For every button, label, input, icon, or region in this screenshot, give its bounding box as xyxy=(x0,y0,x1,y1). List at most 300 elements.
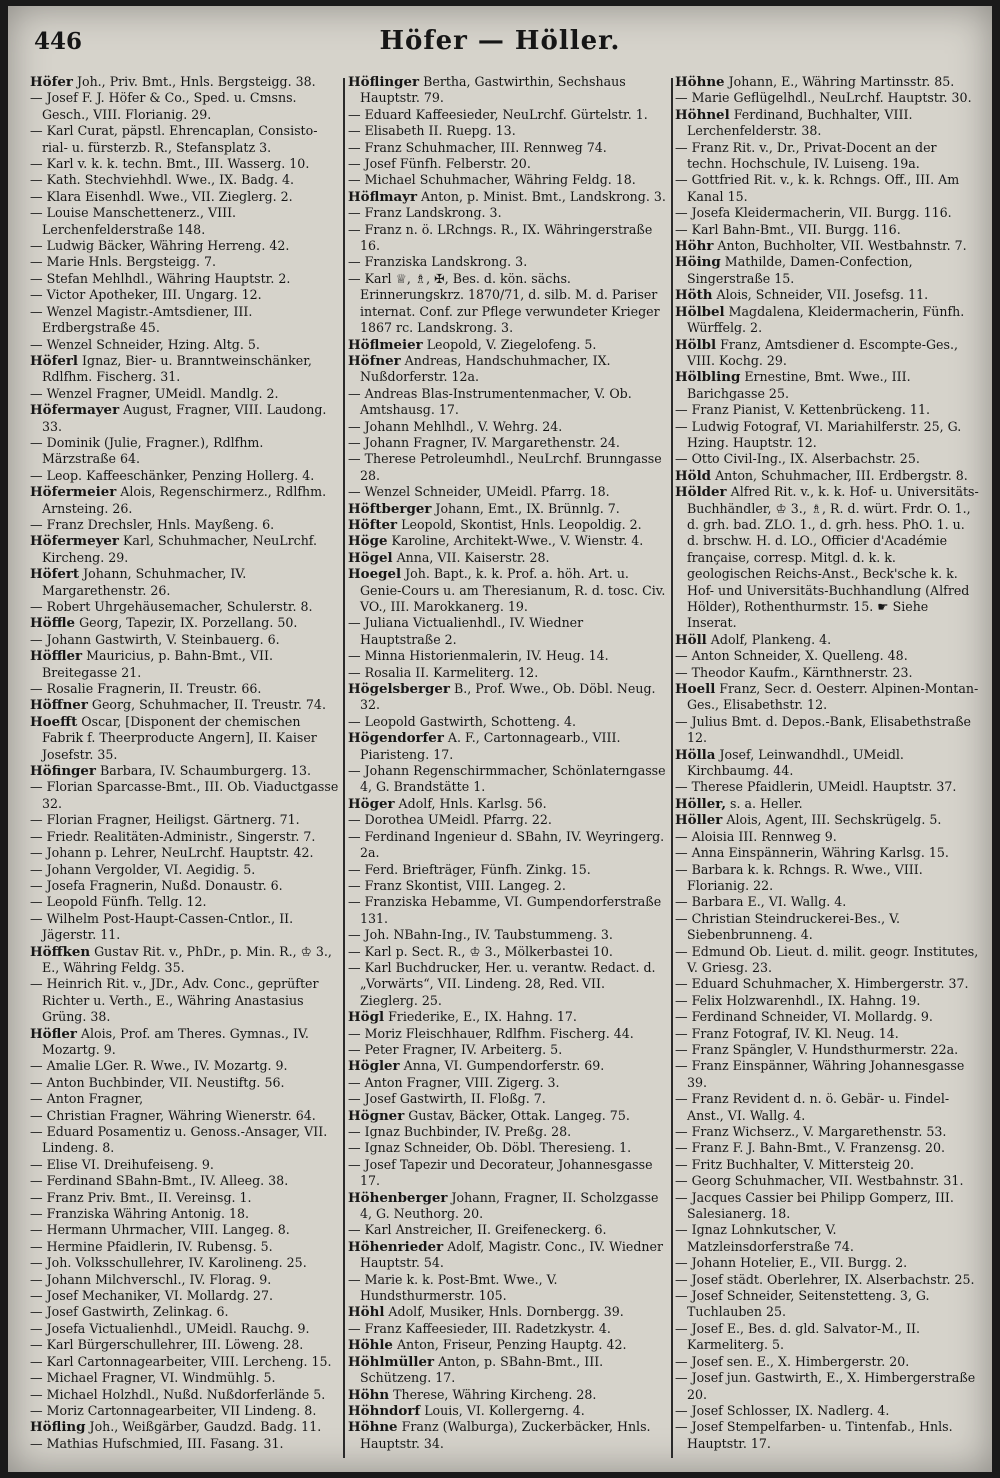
entry-name: Höhnel xyxy=(675,106,730,123)
entry-details: Friederike, E., IX. Hahng. 17. xyxy=(388,1009,577,1025)
entry-details: Schuhmacher, VII. Westbahnstr. 31. xyxy=(734,1173,964,1189)
entry-details: VI. Dreihufeiseng. 9. xyxy=(81,1156,214,1172)
page-header xyxy=(8,24,992,68)
directory-entry xyxy=(30,1026,340,1059)
entry-name: — Ignaz xyxy=(348,1140,400,1156)
entry-details: Holzhdl., Nußd. Nußdorferlände 5. xyxy=(101,1386,326,1402)
entry-details: städt. Oberlehrer, IX. Alserbachstr. 25. xyxy=(726,1271,975,1287)
entry-details: F. J. Bahn-Bmt., V. Franzensg. 20. xyxy=(732,1140,946,1156)
entry-details: August, Fragner, VIII. Laudong. 33. xyxy=(42,402,327,434)
directory-entry xyxy=(348,353,666,386)
entry-details: Mechaniker, VI. Mollardg. 27. xyxy=(81,1288,274,1304)
entry-details: Steindruckerei-Bes., V. Siebenbrunneng. 4. xyxy=(687,910,901,943)
entry-name: Höge xyxy=(348,533,388,550)
directory-entry xyxy=(675,862,980,895)
directory-entry xyxy=(675,747,980,780)
directory-entry xyxy=(675,1124,980,1140)
entry-name: — Florian xyxy=(30,812,93,828)
directory-entry xyxy=(30,697,340,713)
entry-name: — Barbara xyxy=(675,861,744,877)
entry-details: Ignaz, Bier- u. Branntweinschänker, Rdlfhm. Fischerg. 31. xyxy=(42,352,312,385)
entry-name: — Anton xyxy=(30,1074,85,1090)
entry-details: Spängler, V. Hundsthurmerstr. 22a. xyxy=(732,1041,959,1057)
entry-details: II. Ruepg. 13. xyxy=(428,123,516,139)
entry-name: Högel xyxy=(348,549,393,566)
entry-name: Höfermayer xyxy=(30,402,120,419)
entry-details: Andreas, Handschuhmacher, IX. Nußdorferstr. 12a. xyxy=(360,352,611,385)
entry-name: Höfling xyxy=(30,1419,86,1436)
directory-entry xyxy=(30,123,340,156)
directory-entry xyxy=(675,1190,980,1223)
directory-entry xyxy=(30,1436,340,1452)
directory-entry xyxy=(675,812,980,828)
entry-name: — Josef xyxy=(675,1271,723,1287)
entry-details: Fragner, UMeidl. Mandlg. 2. xyxy=(96,385,279,401)
page-title: Höfer — Höller. xyxy=(379,26,621,56)
entry-details: Anton, p. Minist. Bmt., Landskrong. 3. xyxy=(421,188,666,204)
entry-name: — Amalie xyxy=(30,1058,91,1074)
entry-details: Rit. v., Dr., Privat-Docent an der techn. Hochschule, IV. Luiseng. 19a. xyxy=(687,139,937,172)
directory-entry xyxy=(30,1058,340,1074)
directory-entry xyxy=(30,517,340,533)
page-number: 446 xyxy=(34,28,83,55)
entry-details: E., X. Himbergerstr. 20. xyxy=(756,1353,910,1369)
entry-name: — Peter xyxy=(348,1041,399,1057)
entry-details: Johann, E., Währing Martinsstr. 85. xyxy=(728,74,955,89)
entry-name: — Stefan xyxy=(30,270,89,286)
entry-name: — Christian xyxy=(30,1107,106,1123)
directory-entry xyxy=(348,271,666,337)
directory-entry xyxy=(30,1124,340,1157)
entry-details: Regenschirmmacher, Schönlaterngasse 4, G. Brandstätte 1. xyxy=(360,763,666,795)
entry-details: Therese, Währing Kircheng. 28. xyxy=(393,1386,597,1402)
entry-details: Priv. Bmt., II. Vereinsg. 1. xyxy=(87,1189,252,1205)
directory-entry xyxy=(30,1222,340,1238)
entry-details: Bmt. d. Depos.-Bank, Elisabethstraße 12. xyxy=(687,713,971,746)
entry-details: Georg, Tapezir, IX. Porzellang. 50. xyxy=(79,615,298,631)
entry-details: p. Sect. R., ♔ 3., Mölkerbastei 10. xyxy=(395,943,613,959)
entry-name: — Elisabeth xyxy=(348,123,425,139)
directory-entry xyxy=(348,1042,666,1058)
directory-entry xyxy=(348,1304,666,1320)
entry-details: Karoline, Architekt-Wwe., V. Wienstr. 4. xyxy=(391,533,644,549)
entry-name: Höffle xyxy=(30,615,76,632)
directory-entry xyxy=(30,337,340,353)
entry-name: Höhl xyxy=(348,1304,385,1321)
entry-details: Anton, Friseur, Penzing Hauptg. 42. xyxy=(396,1337,627,1353)
entry-name: — Hermine xyxy=(30,1238,103,1254)
entry-name: — Franz xyxy=(675,402,729,418)
entry-name: — Josefa xyxy=(30,877,86,893)
entry-name: — Josef xyxy=(675,1402,723,1418)
directory-entry xyxy=(675,1255,980,1271)
directory-entry xyxy=(675,1288,980,1321)
entry-details: Alfred Rit. v., k. k. Hof- u. Universitäts-Buchhändler, ♔ 3., ♗, R. d. würt. Frdr. O. 1., d. grh. bad. ZLO. 1., d. grh. hess. PhO. 1. u. d. brschw. H. d. LO., Officier d'Académie française, corresp. Mitgl. d. k. k. geologischen Reichs-Anst., Beck'sche k. k. Hof- und Universitäts-Buchhandlung (Alfred Hölder), Rothenthurmstr. 15. ☛ Siehe Inserat. xyxy=(687,484,979,631)
directory-entry xyxy=(348,1157,666,1190)
entry-name: Höld xyxy=(675,467,712,484)
directory-entry xyxy=(348,1419,666,1452)
directory-entry xyxy=(30,1157,340,1173)
entry-name: — Gottfried xyxy=(675,172,750,188)
entry-details: Uhrmacher, VIII. Langeg. 8. xyxy=(110,1222,290,1238)
entry-name: — Josef xyxy=(675,1288,723,1304)
entry-details: Joh., Weißgärber, Gaudzd. Badg. 11. xyxy=(89,1419,322,1435)
entry-details: Fünfh. Felberstr. 20. xyxy=(399,156,531,172)
directory-entry xyxy=(675,1419,980,1452)
entry-name: — Victor xyxy=(30,287,86,303)
directory-entry xyxy=(675,1140,980,1156)
directory-entry xyxy=(348,1009,666,1025)
entry-name: — Florian xyxy=(30,779,93,795)
entry-details: Schuhmacher, Währing Feldg. 18. xyxy=(419,172,636,188)
entry-name: — Josef xyxy=(30,1304,78,1320)
directory-entry xyxy=(30,1403,340,1419)
directory-entry xyxy=(348,1058,666,1074)
directory-entry xyxy=(675,911,980,944)
directory-entry xyxy=(30,1272,340,1288)
entry-name: Höflmeier xyxy=(348,336,423,353)
entry-name: — Eduard xyxy=(675,976,739,992)
entry-details: Geflügelhdl., NeuLrchf. Hauptstr. 30. xyxy=(733,90,972,106)
directory-entry xyxy=(30,435,340,468)
directory-entry xyxy=(348,1222,666,1238)
directory-entry xyxy=(348,1190,666,1223)
entry-name: — Karl xyxy=(30,1353,74,1369)
directory-entry xyxy=(675,1272,980,1288)
entry-name: — Johann xyxy=(30,1271,92,1287)
entry-details: E., VI. Wallg. 4. xyxy=(747,894,847,910)
directory-entry xyxy=(30,632,340,648)
entry-name: — Johann xyxy=(30,861,92,877)
entry-details: Alois, Agent, III. Sechskrügelg. 5. xyxy=(726,812,942,828)
entry-name: — Josef xyxy=(348,1091,396,1107)
entry-details: Milchverschl., IV. Florag. 9. xyxy=(95,1271,272,1287)
directory-entry xyxy=(348,451,666,484)
entry-name: Höfer xyxy=(30,74,73,90)
entry-name: — Wenzel xyxy=(30,385,93,401)
entry-details: Kaffeesieder, III. Radetzkystr. 4. xyxy=(405,1320,611,1336)
entry-name: — Felix xyxy=(675,992,723,1008)
entry-name: — Franziska xyxy=(348,254,428,270)
entry-name: — Marie xyxy=(30,254,85,270)
directory-entry xyxy=(675,1403,980,1419)
directory-entry xyxy=(348,714,666,730)
directory-entry xyxy=(348,960,666,1009)
entry-name: Höing xyxy=(675,254,721,271)
entry-details: Einspänner, Währing Johannesgasse 39. xyxy=(687,1058,965,1090)
entry-details: Fragner, IV. Margarethenstr. 24. xyxy=(413,434,620,450)
entry-details: k. k. Post-Bmt. Wwe., V. Hundsthurmerstr. 105. xyxy=(360,1271,558,1304)
directory-entry xyxy=(30,812,340,828)
entry-name: — Friedr. xyxy=(30,828,90,844)
entry-name: — Ignaz xyxy=(675,1222,727,1238)
entry-details: Gastwirth, Schotteng. 4. xyxy=(419,713,576,729)
entry-details: Hnls. Bergsteigg. 7. xyxy=(88,254,217,270)
entry-details: Schneider, Ob. Döbl. Theresieng. 1. xyxy=(403,1140,632,1156)
entry-name: — Anton xyxy=(675,648,730,664)
directory-entry xyxy=(675,74,980,90)
entry-name: Höhne xyxy=(675,74,725,90)
directory-entry xyxy=(348,665,666,681)
entry-name: — Edmund xyxy=(675,943,746,959)
entry-details: Alois, Prof. am Theres. Gymnas., IV. Mozartg. 9. xyxy=(42,1025,309,1057)
directory-entry xyxy=(675,419,980,452)
columns-container xyxy=(30,74,980,1466)
directory-entry xyxy=(348,533,666,549)
entry-name: — Georg xyxy=(675,1173,731,1189)
entry-details: Buchhalter, V. Mittersteig 20. xyxy=(726,1156,914,1172)
directory-entry xyxy=(348,172,666,188)
entry-details: Kleidermacherin, VII. Burgg. 116. xyxy=(734,205,952,221)
directory-entry xyxy=(348,878,666,894)
entry-name: — Franz xyxy=(675,1041,729,1057)
entry-name: — Franz xyxy=(348,877,402,893)
entry-name: Höfter xyxy=(348,516,398,533)
entry-details: Fotograf, IV. Kl. Neug. 14. xyxy=(732,1025,899,1041)
entry-name: — Johann xyxy=(675,1255,737,1271)
entry-name: — Josefa xyxy=(675,205,731,221)
entry-name: — Johann xyxy=(348,763,410,779)
entry-name: — Leopold xyxy=(348,713,416,729)
directory-entry xyxy=(348,763,666,796)
directory-entry xyxy=(348,566,666,615)
entry-name: Höfler xyxy=(30,1025,77,1042)
entry-details: Adolf, Musiker, Hnls. Dornbergg. 39. xyxy=(388,1304,624,1320)
entry-details: Bahn-Bmt., VII. Burgg. 116. xyxy=(722,221,901,237)
entry-details: Joh. Bapt., k. k. Prof. a. höh. Art. u. Genie-Cours u. am Theresianum, R. d. tosc. Civ. VO., III. Marokkanerg. 19. xyxy=(360,566,666,614)
entry-name: Höhenberger xyxy=(348,1189,448,1206)
directory-entry xyxy=(30,1255,340,1271)
entry-name: — Ferd. xyxy=(348,861,399,877)
directory-entry xyxy=(675,681,980,714)
entry-name: Höhle xyxy=(348,1337,393,1354)
entry-name: — Johann xyxy=(30,631,92,647)
directory-entry xyxy=(348,1354,666,1387)
directory-entry xyxy=(348,1124,666,1140)
entry-name: Högl xyxy=(348,1009,385,1026)
entry-name: — Jacques xyxy=(675,1189,742,1205)
entry-name: Högler xyxy=(348,1058,400,1075)
entry-name: — Ferdinand xyxy=(675,1009,758,1025)
directory-entry xyxy=(675,632,980,648)
directory-entry xyxy=(30,271,340,287)
directory-page xyxy=(8,6,992,1472)
entry-name: Höhndorf xyxy=(348,1402,421,1419)
entry-details: Petroleumhdl., NeuLrchf. Brunngasse 28. xyxy=(360,451,662,483)
entry-name: — Elise xyxy=(30,1156,78,1172)
directory-entry xyxy=(348,156,666,172)
entry-name: — Ludwig xyxy=(675,418,740,434)
entry-details: v. k. k. techn. Bmt., III. Wasserg. 10. xyxy=(77,156,310,172)
entry-name: — Ignaz xyxy=(348,1124,400,1139)
directory-entry xyxy=(348,1026,666,1042)
entry-name: — Christian xyxy=(675,910,751,926)
entry-name: Höferl xyxy=(30,352,79,369)
entry-details: Josef, Leinwandhdl., UMeidl. Kirchbaumg. 44. xyxy=(687,746,904,779)
directory-entry xyxy=(30,254,340,270)
entry-name: — Anna xyxy=(675,845,725,861)
entry-details: Skontist, VIII. Langeg. 2. xyxy=(405,877,566,893)
entry-details: Franz, Secr. d. Oesterr. Alpinen-Montan-Ges., Elisabethstr. 12. xyxy=(687,681,979,713)
directory-entry xyxy=(30,1304,340,1320)
entry-name: — Josef jun. xyxy=(675,1370,751,1386)
entry-name: — Rosalie xyxy=(30,681,94,697)
entry-name: — Wenzel xyxy=(348,484,411,500)
entry-details: Bürgerschullehrer, III. Löweng. 28. xyxy=(77,1337,304,1353)
entry-details: Fragner, VIII. Zigerg. 3. xyxy=(406,1074,560,1090)
directory-entry xyxy=(675,976,980,992)
entry-details: Manschettenerz., VIII. Lerchenfelderstraße 148. xyxy=(42,205,237,237)
directory-entry xyxy=(30,944,340,977)
directory-entry xyxy=(348,1239,666,1272)
entry-details: Briefträger, Fünfh. Zinkg. 15. xyxy=(402,861,591,877)
entry-details: Kaffeeschänker, Penzing Hollerg. 4. xyxy=(86,467,315,483)
entry-name: Hölbl xyxy=(675,336,717,353)
directory-entry xyxy=(675,1354,980,1370)
directory-entry xyxy=(30,1206,340,1222)
entry-details: Gastwirth, Zelinkag. 6. xyxy=(81,1304,229,1320)
entry-name: — Karl xyxy=(30,1337,74,1353)
entry-details: F. J. Höfer & Co., Sped. u. Cmsns. Gesch., VIII. Florianig. 29. xyxy=(42,90,297,122)
entry-details: Apotheker, III. Ungarg. 12. xyxy=(89,287,262,303)
directory-entry xyxy=(30,829,340,845)
entry-name: — Juliana xyxy=(348,615,409,631)
entry-details: Schlosser, IX. Nadlerg. 4. xyxy=(726,1402,890,1418)
entry-details: n. ö. LRchngs. R., IX. Währingerstraße 16. xyxy=(360,221,653,254)
entry-details: Anna, VI. Gumpendorferstr. 69. xyxy=(403,1058,605,1074)
entry-details: Adolf, Hnls. Karlsg. 56. xyxy=(398,795,547,811)
directory-entry xyxy=(675,648,980,664)
directory-entry xyxy=(30,205,340,238)
directory-entry xyxy=(348,1091,666,1107)
directory-entry xyxy=(30,845,340,861)
directory-entry xyxy=(348,550,666,566)
entry-name: — Josefa xyxy=(30,1320,86,1336)
entry-name: — Moriz xyxy=(348,1025,402,1041)
entry-details: Alois, Schneider, VII. Josefsg. 11. xyxy=(716,287,929,303)
directory-entry xyxy=(348,435,666,451)
entry-name: — Josef sen. xyxy=(675,1353,753,1369)
directory-entry xyxy=(348,615,666,648)
directory-entry xyxy=(30,648,340,681)
directory-entry xyxy=(30,779,340,812)
entry-name: — Franz xyxy=(675,1025,729,1041)
column-1 xyxy=(30,74,340,1466)
entry-details: Johann, Fragner, II. Scholzgasse 4, G. Neuthorg. 20. xyxy=(360,1189,659,1222)
entry-name: Höfermeyer xyxy=(30,533,119,550)
entry-details: Gastwirth, V. Steinbauerg. 6. xyxy=(95,631,280,647)
entry-name: Höhenrieder xyxy=(348,1238,444,1255)
entry-name: Hölbling xyxy=(675,369,741,386)
directory-entry xyxy=(675,1222,980,1255)
entry-name: Höfner xyxy=(348,352,401,369)
entry-details: Holzwarenhdl., IX. Hahng. 19. xyxy=(726,992,921,1008)
directory-entry xyxy=(30,74,340,90)
directory-entry xyxy=(30,1108,340,1124)
entry-details: Historienmalerin, IV. Heug. 14. xyxy=(409,648,609,664)
entry-details: Gastwirth, II. Floßg. 7. xyxy=(399,1091,546,1107)
directory-entry xyxy=(675,287,980,303)
directory-entry xyxy=(30,304,340,337)
entry-name: Höffner xyxy=(30,697,88,714)
directory-entry xyxy=(675,205,980,221)
entry-name: Höhne xyxy=(348,1419,398,1436)
entry-details: Ingenieur d. SBahn, IV. Weyringerg. 2a. xyxy=(360,828,665,861)
entry-details: Hufschmied, III. Fasang. 31. xyxy=(102,1435,284,1451)
directory-entry xyxy=(348,74,666,107)
entry-details: SBahn-Bmt., IV. Alleeg. 38. xyxy=(116,1173,289,1189)
entry-name: Höller xyxy=(675,812,723,829)
entry-details: B., Prof. Wwe., Ob. Döbl. Neug. 32. xyxy=(360,681,656,713)
entry-details: Lohnkutscher, V. Matzleinsdorferstraße 74. xyxy=(687,1222,854,1254)
entry-details: Ferdinand, Buchhalter, VIII. Lerchenfelderstr. 38. xyxy=(687,106,913,139)
entry-name: — Franz xyxy=(30,1189,84,1205)
directory-entry xyxy=(675,140,980,173)
entry-details: III. Rennweg 9. xyxy=(738,828,837,844)
directory-entry xyxy=(675,402,980,418)
entry-name: — Ferdinand xyxy=(348,828,431,844)
entry-details: Drechsler, Hnls. Mayßeng. 6. xyxy=(87,516,275,532)
directory-entry xyxy=(675,665,980,681)
directory-entry xyxy=(675,894,980,910)
entry-details: Fragner, VI. Windmühlg. 5. xyxy=(101,1370,276,1386)
directory-entry xyxy=(348,894,666,927)
entry-name: — Franz xyxy=(348,139,402,155)
entry-details: Cartonnagearbeiter, VIII. Lercheng. 15. xyxy=(77,1353,332,1369)
entry-details: Pfaidlerin, UMeidl. Hauptstr. 37. xyxy=(746,779,957,795)
entry-name: — Ludwig xyxy=(30,238,95,254)
entry-name: — Therese xyxy=(348,451,416,467)
entry-details: Fünfh. Tellg. 12. xyxy=(101,894,207,910)
entry-details: Rit. v., JDr., Adv. Conc., geprüfter Richter u. Verth., E., Währing Anastasius Grüng. 38. xyxy=(42,976,319,1025)
directory-entry xyxy=(675,172,980,205)
directory-entry xyxy=(675,304,980,337)
entry-details: Cassier bei Philipp Gomperz, III. Salesianerg. 18. xyxy=(687,1189,954,1222)
entry-name: Höflinger xyxy=(348,74,420,90)
entry-name: Höhr xyxy=(675,238,714,255)
directory-entry xyxy=(675,90,980,106)
entry-details: Gustav Rit. v., PhDr., p. Min. R., ♔ 3., E., Währing Feldg. 35. xyxy=(42,943,332,975)
entry-details: Barbara, IV. Schaumburgerg. 13. xyxy=(100,763,311,779)
entry-name: — Joh. xyxy=(30,1255,72,1271)
directory-entry xyxy=(348,944,666,960)
entry-details: Adolf, Plankeng. 4. xyxy=(710,631,832,647)
entry-name: — Eduard xyxy=(30,1124,94,1139)
entry-name: — Karl xyxy=(348,959,392,975)
directory-entry xyxy=(30,1173,340,1189)
entry-name: — Josef xyxy=(30,90,78,106)
entry-details: k. k. Rchngs. R. Wwe., VIII. Florianig. 22. xyxy=(687,861,923,893)
directory-entry xyxy=(30,1288,340,1304)
directory-entry xyxy=(675,484,980,632)
directory-entry xyxy=(30,878,340,894)
entry-name: — Julius xyxy=(675,713,728,729)
entry-name: — Johann xyxy=(30,845,92,861)
entry-details: Cartonnagearbeiter, VII Lindeng. 8. xyxy=(87,1402,317,1418)
entry-details: Landskrong. 3. xyxy=(431,254,528,270)
directory-entry xyxy=(30,894,340,910)
entry-name: — Heinrich xyxy=(30,976,103,992)
entry-name: — Minna xyxy=(348,648,406,664)
directory-entry xyxy=(348,927,666,943)
entry-details: Anna, VII. Kaiserstr. 28. xyxy=(396,549,550,565)
entry-details: ♕, ♗, ✠, Bes. d. kön. sächs. Erinnerungskrz. 1870/71, d. silb. M. d. Pariser internat. Conf. zur Pflege verwundeter Krieger 1867 rc. Landskrong. 3. xyxy=(360,270,660,336)
entry-name: — Franz xyxy=(348,221,402,237)
entry-details: Währing Antonig. 18. xyxy=(113,1206,250,1222)
entry-details: Bertha, Gastwirthin, Sechshaus Hauptstr. 79. xyxy=(360,74,626,106)
entry-name: — Wenzel xyxy=(30,336,93,352)
entry-details: Realitäten-Administr., Singerstr. 7. xyxy=(93,828,316,844)
